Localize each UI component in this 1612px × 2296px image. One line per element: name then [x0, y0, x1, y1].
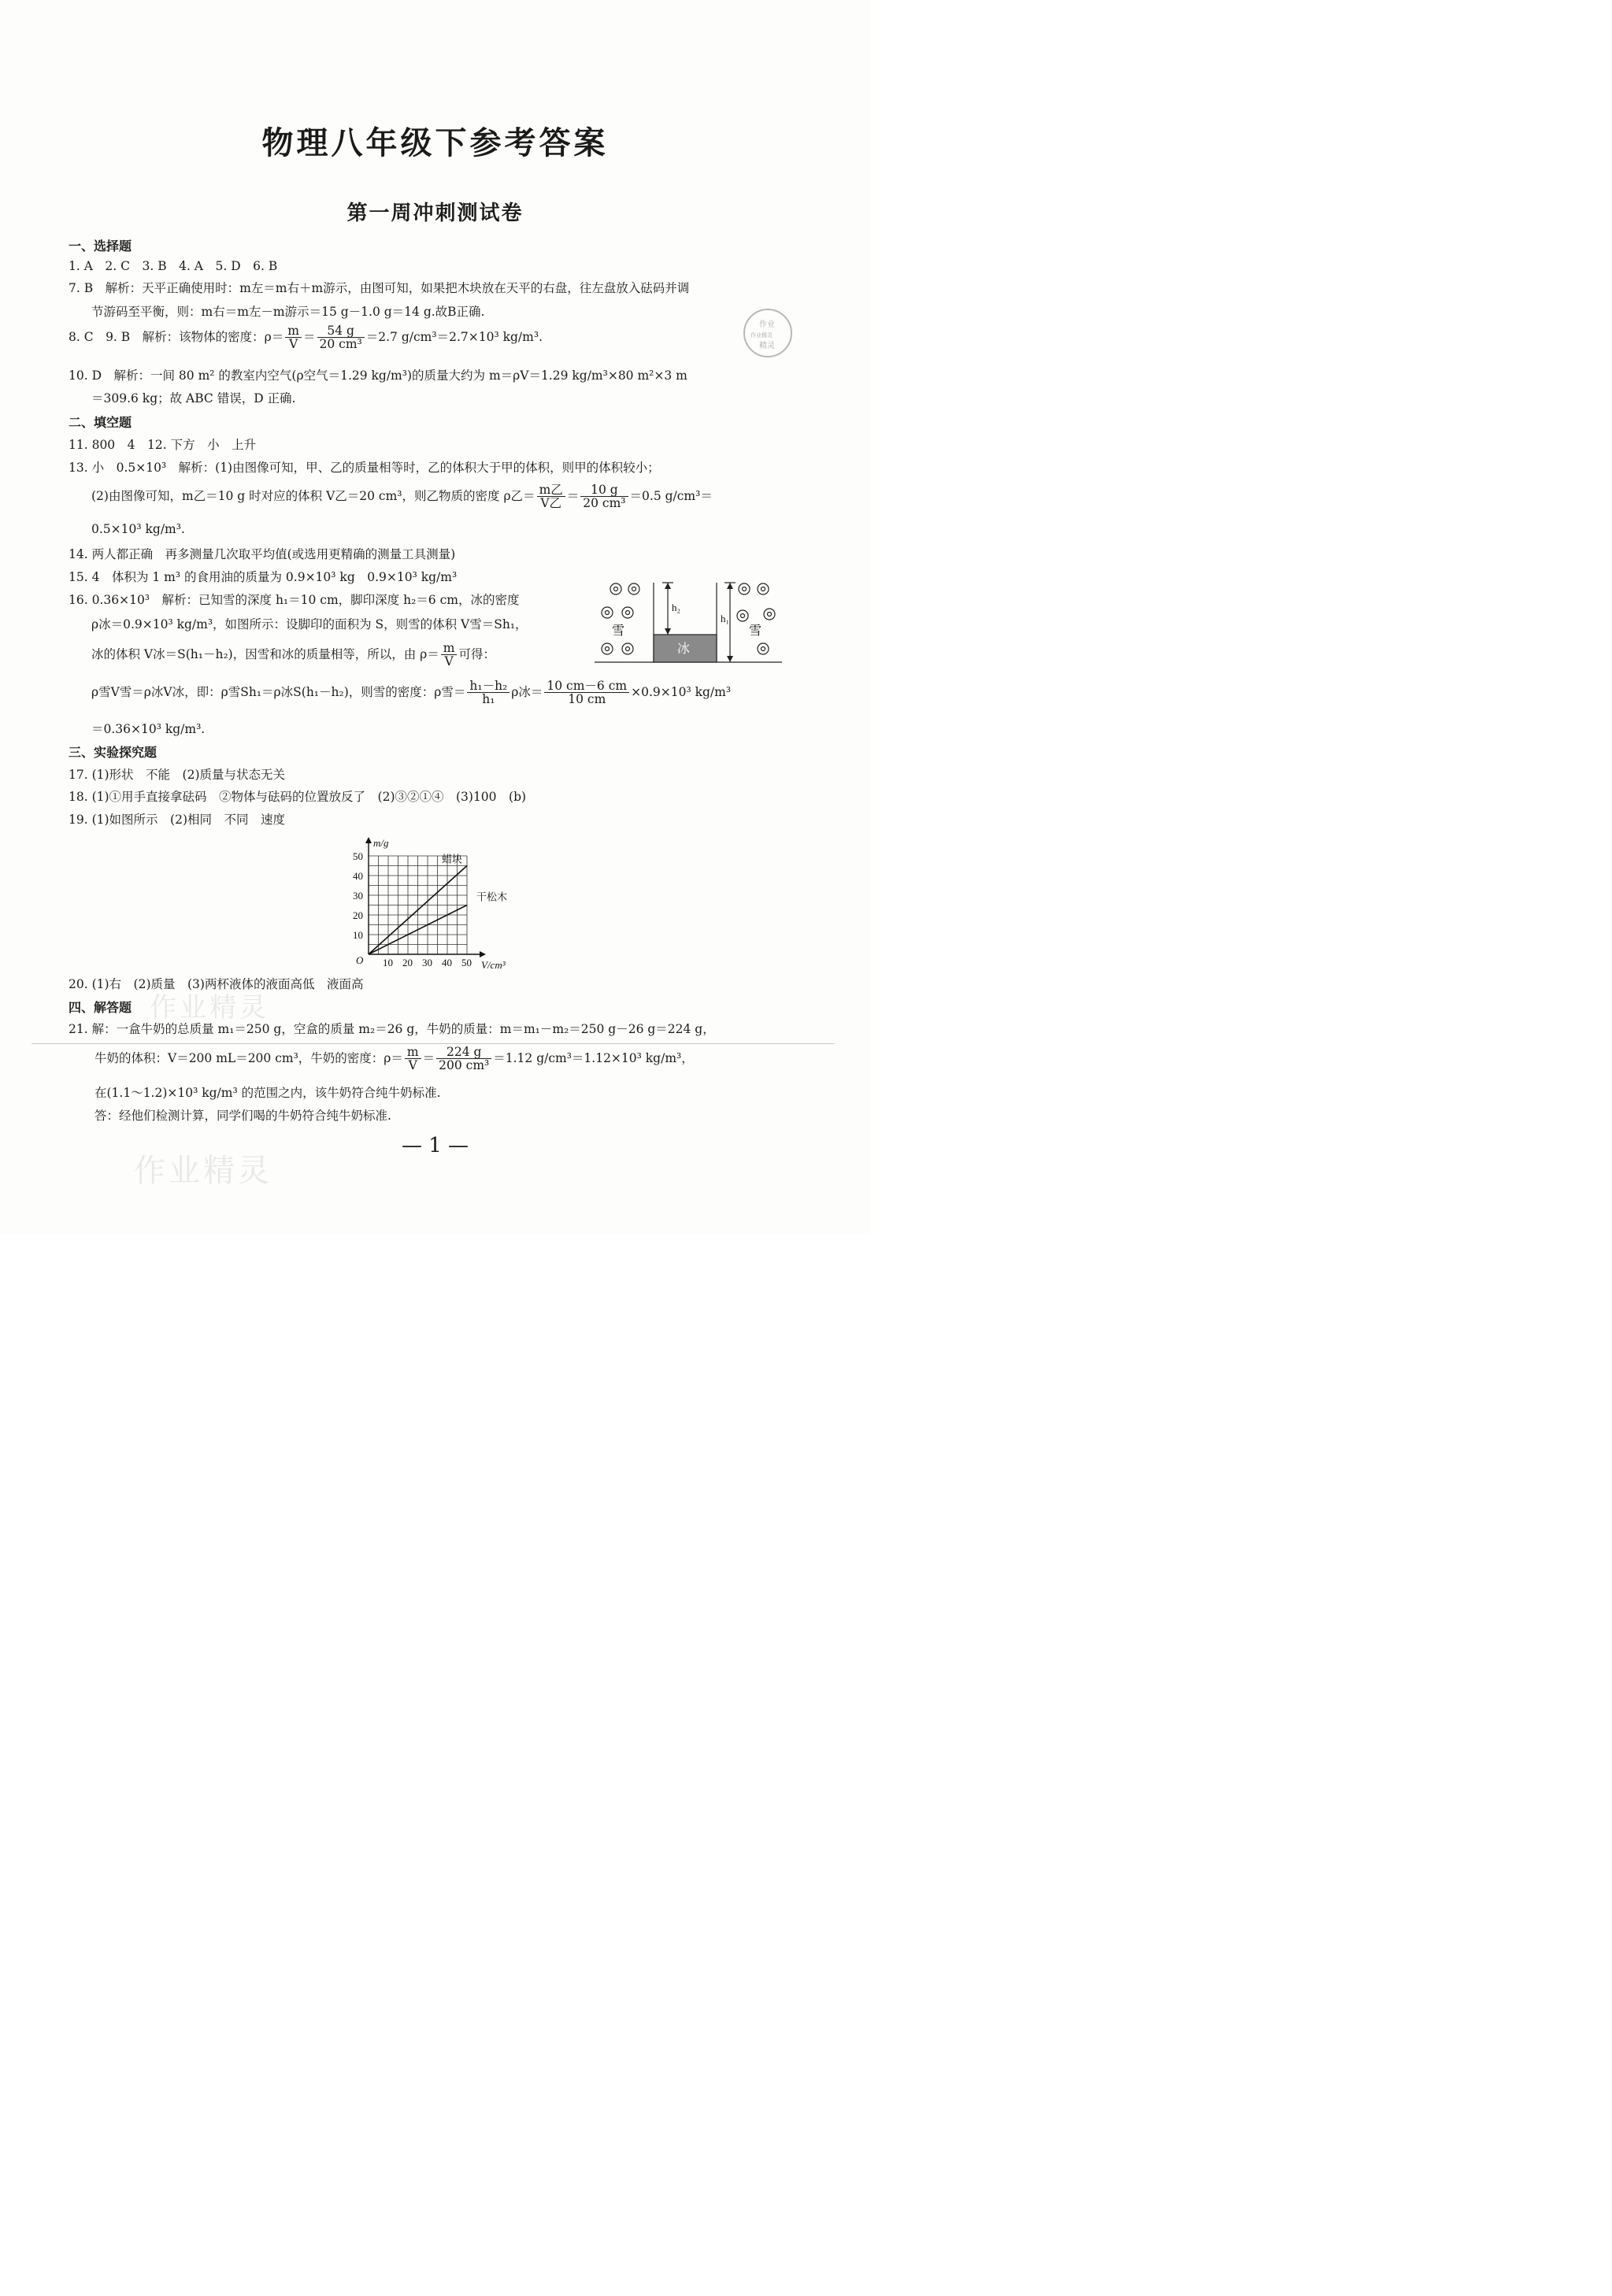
fraction-denominator: V [408, 1058, 417, 1073]
fraction [441, 642, 458, 668]
h1-label: h₁ [721, 613, 730, 624]
snowflake-icon [610, 583, 621, 594]
snowflake-icon [758, 583, 769, 594]
mass-volume-chart [346, 828, 528, 970]
stamp-text: 作业精灵 [750, 332, 773, 339]
fraction-denominator: V乙 [540, 496, 562, 511]
equals-sign: ＝ [422, 1050, 435, 1065]
origin-label: O [356, 954, 364, 966]
answer-q21-line4: 答：经他们检测计算，同学们喝的牛奶符合纯牛奶标准. [94, 1109, 391, 1123]
fraction-numerator: 54 g [317, 324, 365, 338]
answer-q10-line2: ＝309.6 kg；故 ABC 错误，D 正确. [91, 391, 296, 406]
answer-q18: 18. (1)①用手直接拿砝码 ②物体与砝码的位置放反了 (2)③②①④ (3)100 (b) [69, 790, 527, 804]
y-axis-arrow [365, 837, 372, 843]
answer-q17: 17. (1)形状 不能 (2)质量与状态无关 [69, 768, 285, 782]
fraction-numerator: m [405, 1046, 421, 1059]
q16-result: ×0.9×10³ kg/m³ [631, 684, 732, 699]
snowflake-icon [737, 610, 748, 621]
q8-9-text: 8. C 9. B 解析：该物体的密度：ρ＝ [69, 329, 284, 344]
snow-label-left: 雪 [612, 623, 625, 638]
fraction-denominator: 20 cm³ [319, 337, 362, 352]
answer-q7-line2: 节游码至平衡，则：m右＝m左－m游示＝15 g－1.0 g＝14 g.故B正确. [91, 305, 485, 319]
answer-q13-line3: 0.5×10³ kg/m³. [91, 522, 185, 536]
answer-q11-12: 11. 800 4 12. 下方 小 上升 [69, 438, 257, 452]
q16-text: ρ雪V雪＝ρ冰V冰，即：ρ雪Sh₁＝ρ冰S(h₁－h₂)，则雪的密度：ρ雪＝ [91, 684, 466, 699]
x-tick-label: 10 [383, 957, 393, 968]
y-tick-label: 30 [353, 890, 363, 902]
x-axis-label: V/cm³ [481, 959, 506, 970]
fraction [436, 1046, 491, 1072]
fraction-numerator: m乙 [537, 483, 565, 497]
answer-q16-line4 [91, 680, 731, 706]
snowflake-icon [602, 643, 613, 654]
answer-q16-line5: ＝0.36×10³ kg/m³. [91, 722, 206, 736]
watermark: 作业精灵 [150, 992, 269, 1024]
section-heading-solution: 四、解答题 [69, 1000, 132, 1015]
snow-ice-figure [595, 575, 784, 665]
fraction-numerator: 10 g [580, 483, 628, 497]
equals-sign: ＝ [566, 488, 580, 503]
answer-page [0, 0, 870, 1235]
snowflake-icon [764, 609, 775, 620]
answer-q14: 14. 两人都正确 再多测量几次取平均值(或选用更精确的测量工具测量) [69, 547, 456, 561]
answer-q13-line1: 13. 小 0.5×10³ 解析：(1)由图像可知，甲、乙的质量相等时，乙的体积大于甲的体积，则甲的体积较小； [69, 461, 660, 475]
y-axis-label: m/g [373, 837, 389, 849]
section-heading-fill: 二、填空题 [69, 415, 132, 430]
q21-result: ＝1.12 g/cm³＝1.12×10³ kg/m³， [493, 1050, 694, 1065]
stamp-text: 作业 [759, 320, 775, 329]
snowflake-icon [622, 607, 633, 618]
fraction [537, 483, 565, 510]
answer-q16-line1: 16. 0.36×10³ 解析：已知雪的深度 h₁＝10 cm，脚印深度 h₂＝6 cm，冰的密度 [69, 593, 520, 607]
page-title: 物理八年级下参考答案 [261, 125, 609, 161]
y-tick-label: 10 [353, 929, 363, 941]
x-axis-arrow [480, 951, 486, 957]
answer-q21-line1: 21. 解：一盒牛奶的总质量 m₁＝250 g，空盒的质量 m₂＝26 g，牛奶的质量：m＝m₁－m₂＝250 g－26 g＝224 g， [69, 1022, 715, 1036]
fraction-numerator: m [441, 642, 458, 655]
h2-label: h₂ [672, 602, 681, 613]
x-tick-label: 20 [402, 957, 413, 968]
fraction-denominator: 200 cm³ [439, 1058, 490, 1073]
fraction [405, 1046, 421, 1072]
fraction-denominator: V [444, 654, 454, 669]
watermark: 作业精灵 [134, 1153, 272, 1189]
answer-q21-line2 [94, 1046, 694, 1072]
answer-q13-line2 [91, 483, 713, 510]
snowflake-icon [758, 643, 769, 654]
snowflake-icon [622, 643, 633, 654]
section-heading-choice: 一、选择题 [69, 239, 132, 254]
fraction-numerator: 224 g [436, 1046, 491, 1059]
q16-text-end: 可得： [458, 646, 495, 661]
fraction-denominator: 20 cm³ [583, 496, 626, 511]
answer-q20: 20. (1)右 (2)质量 (3)两杯液体的液面高低 液面高 [69, 977, 364, 991]
q13-result: ＝0.5 g/cm³＝ [629, 488, 713, 503]
fraction [544, 680, 629, 706]
x-tick-label: 50 [461, 957, 472, 968]
page-number: — 1 — [401, 1134, 469, 1157]
fraction [467, 680, 510, 706]
answer-q1-6: 1. A 2. C 3. B 4. A 5. D 6. B [69, 259, 278, 273]
series-label: 蜡块 [442, 853, 463, 865]
q21-text: 牛奶的体积：V＝200 mL＝200 cm³，牛奶的密度：ρ＝ [94, 1050, 403, 1065]
snowflake-icon [628, 583, 639, 594]
section-heading-experiment: 三、实验探究题 [69, 745, 157, 760]
snowflake-icon [739, 583, 750, 594]
fraction-numerator: m [285, 324, 302, 338]
x-tick-label: 30 [422, 957, 432, 968]
q16-text: 冰的体积 V冰＝S(h₁－h₂)，因雪和冰的质量相等，所以，由 ρ＝ [91, 646, 439, 661]
answer-q8-9 [69, 324, 543, 351]
x-tick-label: 40 [442, 957, 452, 968]
page-subtitle: 第一周冲刺测试卷 [346, 202, 524, 225]
fraction-denominator: 10 cm [568, 692, 606, 707]
y-tick-label: 50 [353, 850, 363, 862]
q13-text: (2)由图像可知，m乙＝10 g 时对应的体积 V乙＝20 cm³，则乙物质的密度 ρ乙＝ [91, 488, 535, 503]
ice-label: 冰 [677, 641, 691, 656]
stamp-text: 精灵 [759, 342, 775, 350]
answer-q15: 15. 4 体积为 1 m³ 的食用油的质量为 0.9×10³ kg 0.9×10³ kg/m³ [69, 570, 458, 584]
answer-q19: 19. (1)如图所示 (2)相同 不同 速度 [69, 813, 285, 827]
answer-q16-line2: ρ冰＝0.9×10³ kg/m³，如图所示：设脚印的面积为 S，则雪的体积 V雪＝Sh₁， [91, 617, 528, 631]
y-tick-label: 20 [353, 909, 363, 921]
y-tick-label: 40 [353, 870, 363, 882]
q16-text-mid: ρ冰＝ [511, 684, 543, 699]
equals-sign: ＝ [303, 329, 316, 344]
q8-9-result: ＝2.7 g/cm³＝2.7×10³ kg/m³. [365, 329, 543, 344]
answer-q10-line1: 10. D 解析：一间 80 m² 的教室内空气(ρ空气＝1.29 kg/m³)的质量大约为 m＝ρV＝1.29 kg/m³×80 m²×3 m [69, 368, 687, 383]
fraction-denominator: V [289, 337, 298, 352]
fraction-denominator: h₁ [482, 692, 495, 707]
snow-label-right: 雪 [749, 623, 762, 638]
answer-q16-line3 [91, 642, 495, 668]
answer-q7-line1: 7. B 解析：天平正确使用时：m左＝m右＋m游示，由图可知，如果把木块放在天平的右盘，往左盘放入砝码并调 [69, 281, 690, 295]
fraction [580, 483, 628, 510]
homework-stamp [740, 306, 795, 361]
fraction [317, 324, 365, 351]
fraction-numerator: 10 cm－6 cm [544, 680, 629, 693]
snowflake-icon [602, 607, 613, 618]
fraction [285, 324, 302, 351]
fold-divider [31, 1043, 835, 1044]
answer-q21-line3: 在(1.1～1.2)×10³ kg/m³ 的范围之内，该牛奶符合纯牛奶标准. [94, 1086, 441, 1100]
series-label: 干松木 [476, 891, 508, 903]
fraction-numerator: h₁－h₂ [467, 680, 510, 693]
